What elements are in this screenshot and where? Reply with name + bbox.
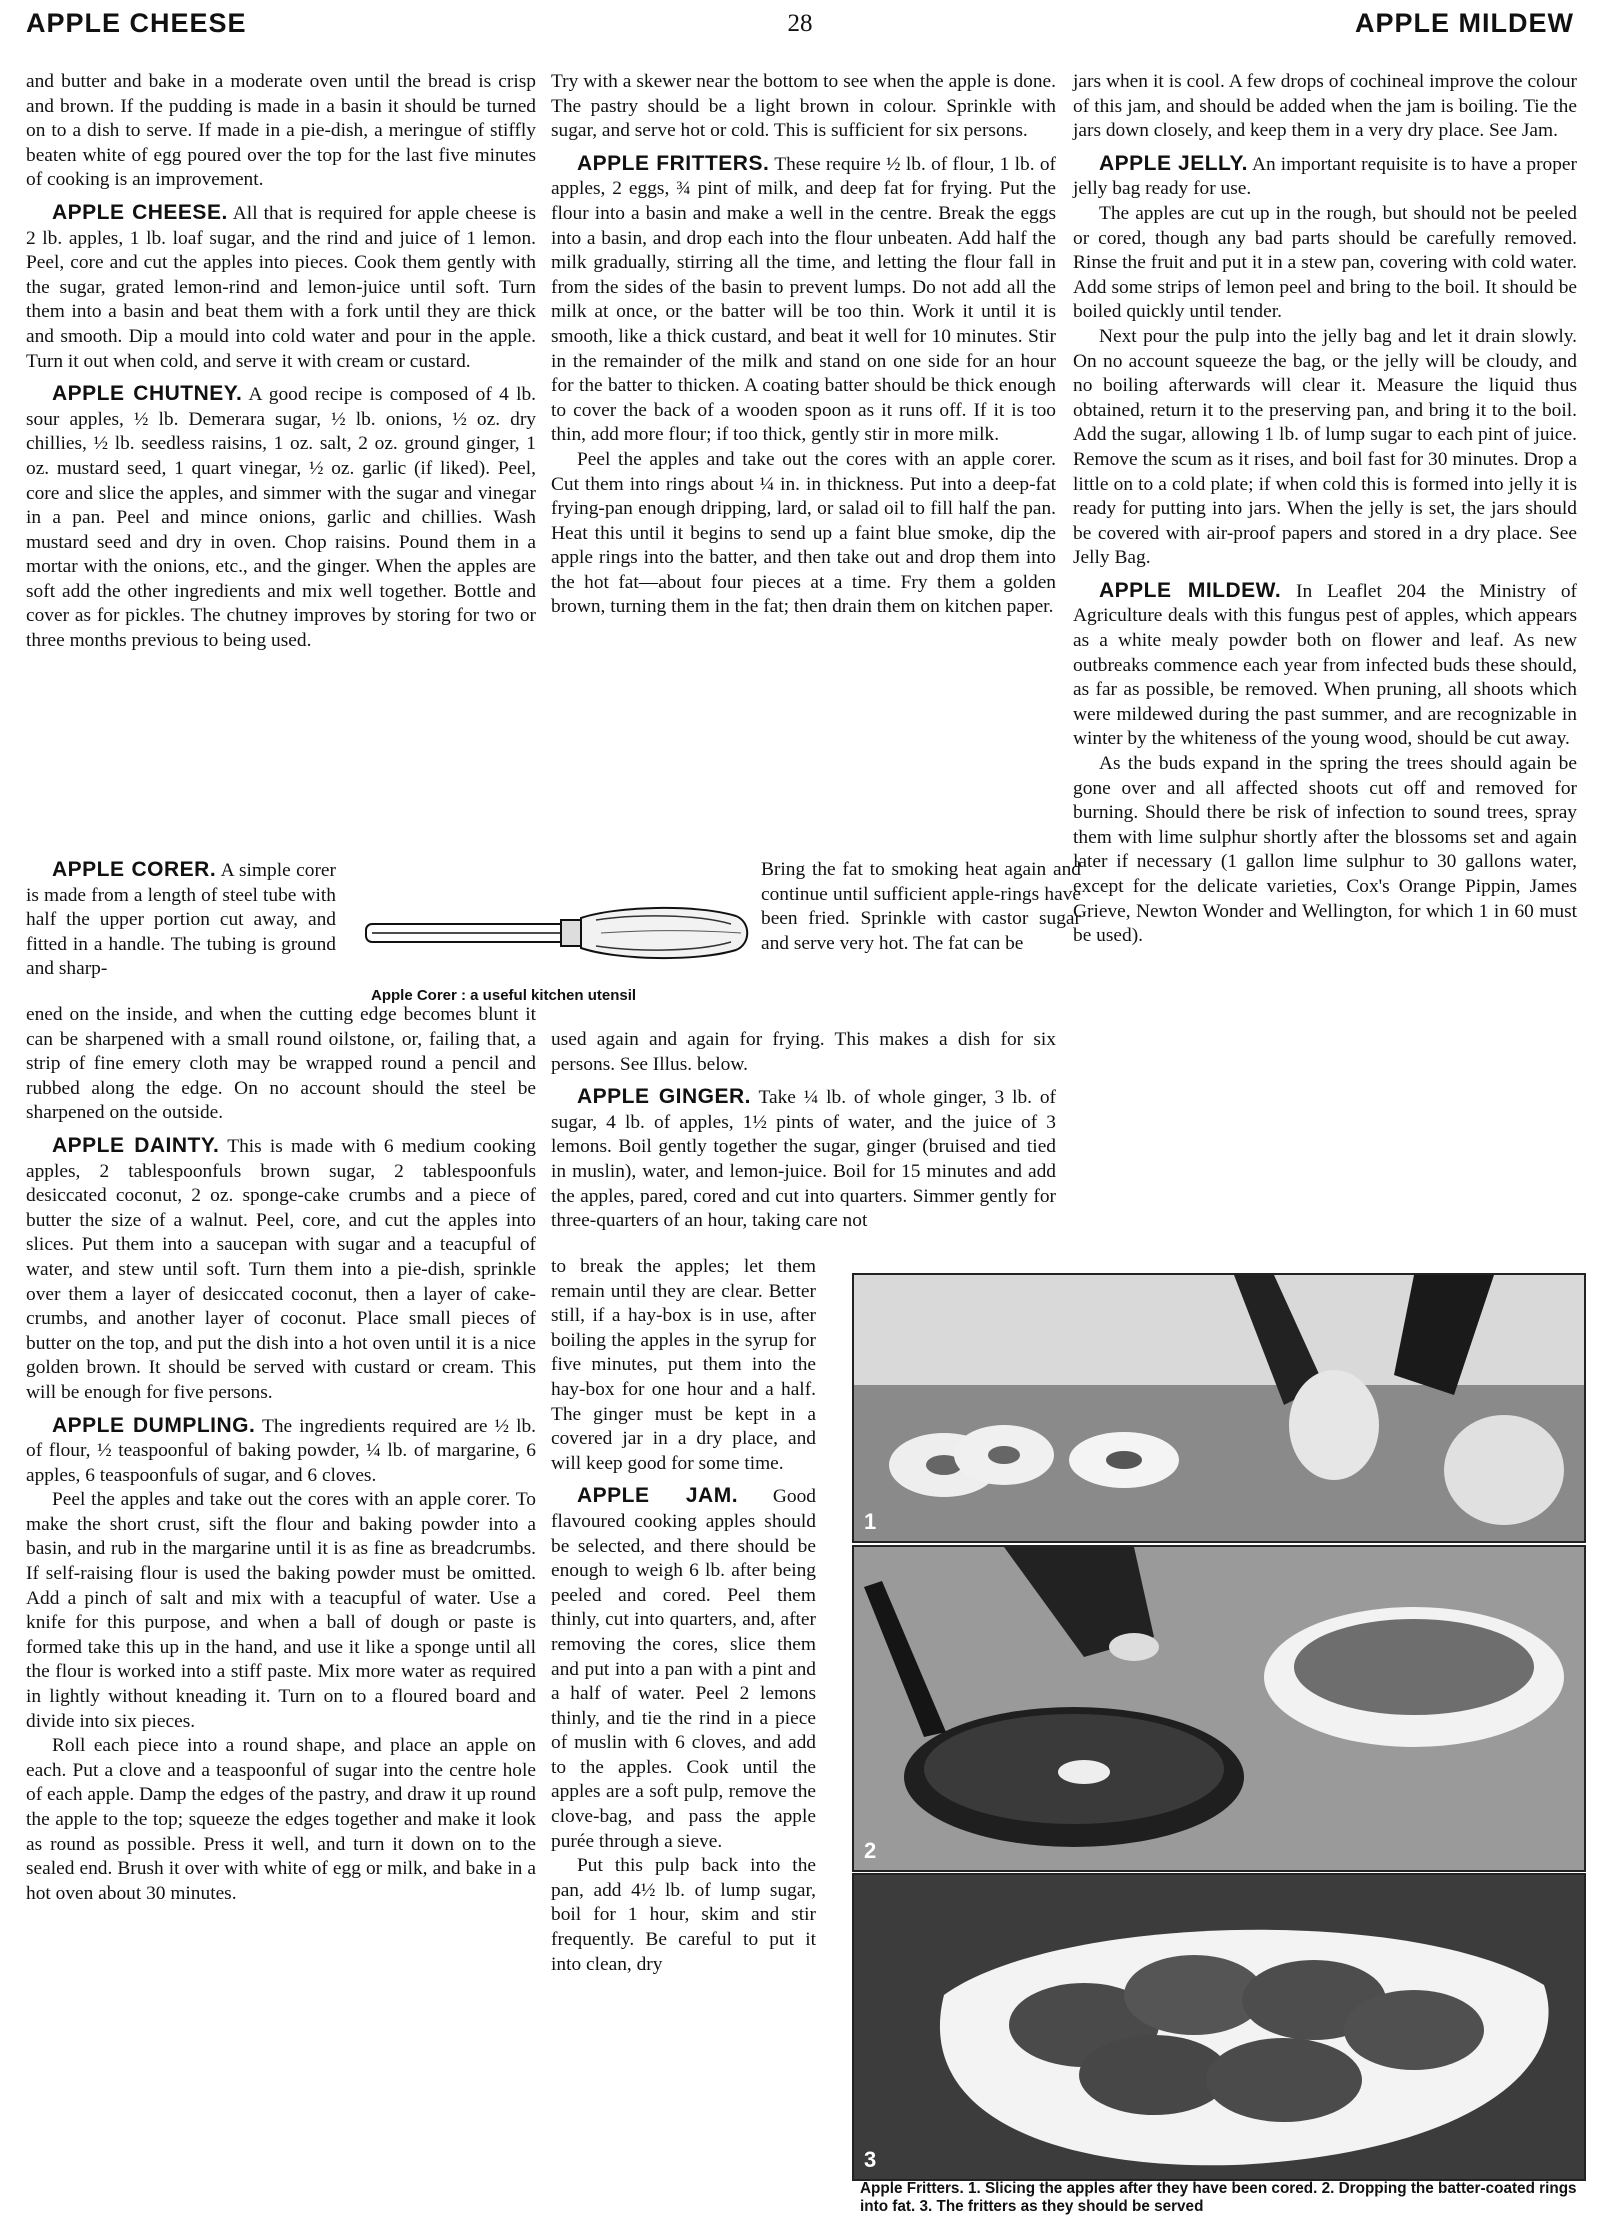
entry-heading: APPLE CHUTNEY. [52,382,243,406]
entry-apple-dainty [26,1134,536,1406]
paragraph: Bring the fat to smoking heat again and continue until sufficient apple-rings have been fried. Sprinkle with castor sugar and serve very hot. The fat can be [761,859,1081,954]
photo-2-image [854,1547,1584,1870]
apple-corer-illustration [356,876,756,996]
header-right-title: APPLE MILDEW [1355,8,1574,38]
photo-number: 3 [864,2147,877,2172]
entry-heading: APPLE DAINTY. [52,1133,220,1157]
entry-apple-jam [551,1484,816,1854]
column-2 [551,70,1056,620]
paragraph: Put this pulp back into the pan, add 4½ lb. of lump sugar, boil for 1 hour, skim and stir frequently. Be careful to put it into clean, dry [551,1855,816,1975]
photo-caption: Apple Fritters. 1. Slicing the apples after they have been cored. 2. Dropping the batter-coated rings into fat. 3. The fritters as they should be served [860,2180,1577,2215]
entry-text: An important requisite is to have a proper jelly bag ready for use. [1073,153,1577,200]
column-1 [26,70,536,654]
paragraph: to break the apples; let them remain until they are clear. Better still, if a hay-box is in use, after boiling the apples in the syrup for five minutes, put them into the hay-box for one hour and a half. The ginger must be kept in a covered jar in a dry place, and will keep good for some time. [551,1256,816,1474]
photo-slicing-apples [852,1273,1586,1543]
paragraph: Roll each piece into a round shape, and place an apple on each. Put a clove and a teaspoonful of sugar into the centre hole of each apple. Damp the edges of the pastry, and draw it up round the apple to the top; squeeze the edges together and make it look as round as possible. Press it well, and turn it down on to the sealed end. Brush it over with white of egg or milk, and bake in a hot oven about 30 minutes. [26,1735,536,1904]
apple-corer-block [26,858,1081,1026]
apple-corer-drawing [356,876,756,996]
entry-apple-chutney [26,382,536,654]
entry-apple-fritters [551,152,1056,448]
paragraph: Try with a skewer near the bottom to see when the apple is done. The pastry should be a light brown in colour. Sprinkle with sugar, and serve hot or cold. This is sufficient for six persons. [551,71,1056,142]
entry-heading: APPLE MILDEW. [1099,578,1282,602]
entry-heading: APPLE DUMPLING. [52,1413,256,1437]
column-3 [1073,70,1577,949]
entry-apple-mildew [1073,579,1577,752]
corer-caption: Apple Corer : a useful kitchen utensil [371,987,637,1004]
photo-fritters-served [852,1873,1586,2181]
entry-heading: APPLE CORER. [52,858,217,881]
page-header [26,8,1574,42]
column-2-narrow [551,1255,816,1977]
column-2-lower [551,1028,1056,1234]
entry-text: Take ¼ lb. of whole ginger, 3 lb. of sugar, 4 lb. of apples, 1½ pints of water, and the juice of 3 lemons. Boil gently together the sugar, ginger (bruised and tied in muslin), water, and lemon-juice. Boil for 15 minutes and add the apples, pared, cored and cut into quarters. Simmer gently for three-quarters of an hour, taking care not [551,1087,1056,1232]
entry-text: All that is required for apple cheese is 2 lb. apples, 1 lb. loaf sugar, and the rind and juice of 1 lemon. Peel, core and cut the apples into pieces. Cook them gently with the sugar, grated lemon-rind and lemon-juice until soft. Turn them into a basin and beat them with a fork until they are thick and smooth. Dip a mould into cold water and pour in the apple. Turn it out when cold, and serve it with cream or custard. [26,202,536,372]
entry-heading: APPLE GINGER. [577,1085,752,1109]
paragraph: and butter and bake in a moderate oven until the bread is crisp and brown. If the pudding is made in a basin it should be turned on to a dish to serve. If made in a pie-dish, a meringue of stiffly beaten white of egg poured over the top for the last five minutes of cooking is an improvement. [26,71,536,191]
entry-apple-ginger [551,1085,1056,1234]
corer-text-right [761,858,1081,956]
entry-text: This is made with 6 medium cooking apples, 2 tablespoonfuls brown sugar, 2 tablespoonfuls desiccated coconut, 2 oz. sponge-cake crumbs and a piece of butter the size of a walnut. Peel, core, and cut the apples into slices. Put them into a saucepan with sugar and a teacupful of water, and stew until soft. Turn them into a pie-dish, sprinkle over them a layer of desiccated coconut, then a layer of cake-crumbs, and another layer of coconut. Place small pieces of butter on the top, and put the dish into a hot oven until it is a nice golden brown. It should be served with custard or cream. This will be enough for five persons. [26,1135,536,1403]
entry-text: In Leaflet 204 the Ministry of Agriculture deals with this fungus pest of apples, which appears as a white mealy powder both on flower and leaf. As new outbreaks commence each year from infected buds these should, as far as possible, be removed. When pruning, all shoots which were mildewed during the past summer, and are recognizable in winter by the whiteness of the young wood, should be cut away. [1073,580,1577,750]
entry-heading: APPLE CHEESE. [52,200,228,224]
paragraph: As the buds expand in the spring the trees should again be gone over and all affected shoots cut off and removed for burning. Should there be risk of infection to sound trees, spray them with lime sulphur shortly after the blossoms set and again later if necessary (1 gallon lime sulphur to 30 gallons water, except for the delicate varieties, Cox's Orange Pippin, James Grieve, Newton Wonder and Wellington, for which 1 in 60 must be used). [1073,753,1577,947]
photo-dropping-rings [852,1545,1586,1872]
paragraph: Peel the apples and take out the cores with an apple corer. To make the short crust, sift the flour and baking powder into a basin, and rub in the margarine until it is as fine as breadcrumbs. If self-raising flour is used the baking powder must be omitted. Add a pinch of salt and mix with a teacupful of water. Use a knife for this purpose, and when a ball of dough or paste is formed take this up in the hand, and use it like a sponge until all the flour is worked into a stiff paste. Mix more water as required in lightly without kneading it. Turn on to a floured board and divide into six pieces. [26,1489,536,1732]
entry-text: These require ½ lb. of flour, 1 lb. of apples, 2 eggs, ¾ pint of milk, and deep fat for frying. Put the flour into a basin and make a well in the centre. Break the eggs into a basin, and drop each into the flour unbeaten. Add half the milk gradually, stirring all the time, and letting the flour fall in from the sides of the basin to prevent lumps. Do not add all the milk at once, or the batter will be too thin. Work it until it is smooth, like a thick custard, and beat it well for 10 minutes. Stir in the remainder of the milk and stand on one side for an hour for the batter to thicken. A coating batter should be thick enough to cover the back of a wooden spoon as it runs off. If it is too thin, add more flour; if too thick, gently stir in more milk. [551,153,1056,446]
column-1-lower [26,1003,536,1906]
photo-number: 2 [864,1838,877,1863]
entry-text: Good flavoured cooking apples should be selected, and there should be enough to weigh 6 lb. after being peeled and cored. Peel them thinly, cut into quarters, and, after removing the cores, slice them and put into a pan with a pint and a half of water. Peel 2 lemons thinly, and tie the rind in a piece of muslin with 6 cloves, and add to the apples. Cook until the apples are a soft pulp, remove the clove-bag, and pass the apple purée through a sieve. [551,1486,816,1852]
entry-apple-jelly [1073,152,1577,202]
entry-heading: APPLE FRITTERS. [577,151,770,175]
paragraph: ened on the inside, and when the cutting edge becomes blunt it can be sharpened with a small round oilstone, or, failing that, a strip of fine emery cloth may be wrapped round a pencil and rubbed along the edge. On no account should the steel be sharpened on the outside. [26,1004,536,1124]
header-left-title: APPLE CHEESE [26,8,247,38]
paragraph: used again and again for frying. This makes a dish for six persons. See Illus. below. [551,1029,1056,1075]
paragraph: Peel the apples and take out the cores with an apple corer. Cut them into rings about ¼ in. in thickness. Put into a deep-fat frying-pan enough dripping, lard, or salad oil to fill half the pan. Heat this until it begins to send up a faint blue smoke, dip the apple rings into the batter, and then take out and drop them into the hot fat—about four pieces at a time. Fry them a golden brown, turning them in the fat; then drain them on kitchen paper. [551,448,1056,618]
photo-3-image [854,1875,1584,2179]
entry-apple-dumpling [26,1414,536,1489]
paragraph: jars when it is cool. A few drops of cochineal improve the colour of this jam, and should be added when the jam is boiling. Tie the jars down closely, and keep them in a very dry place. See Jam. [1073,71,1577,142]
corer-layout [26,858,1081,1026]
photo-number: 1 [864,1509,877,1534]
photo-1-image [854,1275,1584,1541]
entry-heading: APPLE JELLY. [1099,151,1248,175]
entry-text: A good recipe is composed of 4 lb. sour apples, ½ lb. Demerara sugar, ½ lb. onions, ½ oz. dry chillies, ½ lb. seedless raisins, 1 oz. salt, 2 oz. ground ginger, 1 oz. mustard seed, 1 quart vinegar, ½ oz. garlic (if liked). Peel, core and slice the apples, and simmer with the sugar and vinegar in a pan. Peel and mince onions, garlic and chillies. Wash mustard seed and dry in oven. Chop raisins. Pound them in a mortar with the onions, etc., and the ginger. When the apples are soft add the other ingredients and mix well together. Bottle and cover as for pickles. The chutney improves by storing for two or three months previous to being used. [26,384,537,652]
corer-text-left [26,858,336,982]
paragraph: The apples are cut up in the rough, but should not be peeled or cored, though any bad parts should be carefully removed. Rinse the fruit and put it in a stew pan, covering with cold water. Add some strips of lemon peel and bring to the boil. It should be boiled quickly until tender. [1073,202,1577,323]
entry-heading: APPLE JAM. [577,1484,739,1508]
entry-apple-cheese [26,201,536,374]
page-number: 28 [787,10,813,37]
entry-text: The ingredients required are ½ lb. of flour, ½ teaspoonful of baking powder, ¼ lb. of margarine, 6 apples, 6 teaspoonfuls of sugar, and 6 cloves. [26,1415,536,1486]
entry-text: A simple corer is made from a length of steel tube with half the upper portion cut away, and fitted in a handle. The tubing is ground and sharp- [26,860,336,980]
paragraph: Next pour the pulp into the jelly bag and let it drain slowly. On no account squeeze the bag, or the jelly will be cloudy, and no boiling afterwards will clear it. Measure the liquid thus obtained, return it to the preserving pan, and bring it to the boil. Add the sugar, allowing 1 lb. of lump sugar to each pint of juice. Remove the scum as it rises, and boil fast for 30 minutes. Drop a little on to a cold plate; if when cold this is formed into jelly it is ready for putting into jars. When the jelly is set, the jars should be covered with air-proof papers and stored in a dry place. See Jelly Bag. [1073,325,1577,569]
